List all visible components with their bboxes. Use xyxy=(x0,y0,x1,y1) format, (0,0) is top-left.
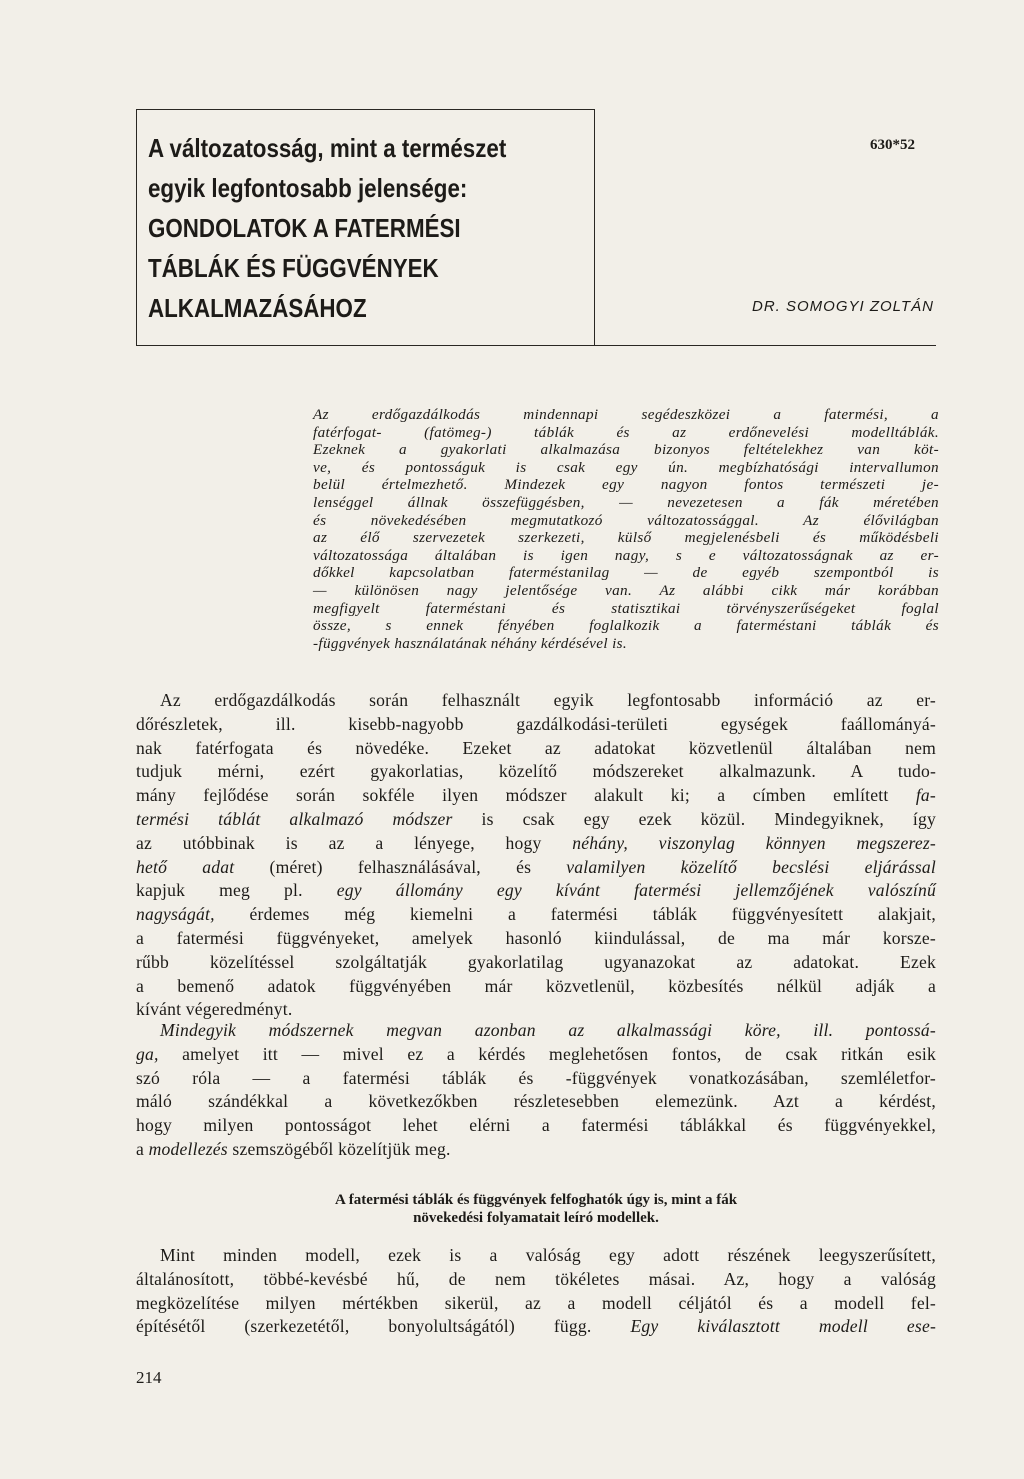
body-line: nagyságát, érdemes még kiemelni a fatermési táblák függvényesített alakjait, xyxy=(136,904,936,925)
header-rule-top xyxy=(136,109,594,110)
abstract-line: ve, és pontosságuk is csak egy ún. megbízhatósági intervallumon xyxy=(313,458,939,476)
body-line: Mindegyik módszernek megvan azonban az alkalmassági köre, ill. pontossá- xyxy=(160,1020,936,1040)
body-line: rűbb közelítéssel szolgáltatják gyakorlatilag ugyanazokat az adatokat. Ezek xyxy=(136,951,936,972)
header-rule-bottom xyxy=(136,345,936,346)
body-line: szó róla — a fatermési táblák és -függvények vonatkozásában, szemléletfor- xyxy=(136,1067,936,1088)
subheading-line: A fatermési táblák és függvények felfoghatók úgy is, mint a fák xyxy=(334,1192,738,1208)
body-line: tudjuk mérni, ezért gyakorlatias, közelítő módszereket alkalmazunk. A tudo- xyxy=(136,761,936,782)
abstract-line: lenséggel állnak összefüggésben, — nevezetesen a fák méretében xyxy=(313,493,939,511)
body-line: általánosított, többé-kevésbé hű, de nem tökéletes másai. Az, hogy a valóság xyxy=(136,1268,936,1289)
body-line: megközelítése milyen mértékben sikerül, az a modell céljától és a modell fel- xyxy=(136,1292,936,1313)
body-line: hogy milyen pontosságot lehet elérni a fatermési táblákkal és függvényekkel, xyxy=(136,1115,936,1136)
title-line: TÁBLÁK ÉS FÜGGVÉNYEK xyxy=(148,253,439,283)
subheading-line: növekedési folyamatait leíró modellek. xyxy=(413,1210,659,1226)
title-line: A változatosság, mint a természet xyxy=(148,133,507,163)
article-title xyxy=(148,128,526,328)
body-line: az utóbbinak is az a lényege, hogy néhány, viszonylag könnyen megszerez- xyxy=(136,832,936,853)
body-line: nak fatérfogata és növedéke. Ezeket az adatokat közvetlenül általában nem xyxy=(136,737,936,758)
body-line: hető adat (méret) felhasználásával, és valamilyen közelítő becslési eljárással xyxy=(136,856,936,877)
abstract-line: változatossága általában is igen nagy, s e változatosságnak az er- xyxy=(313,546,939,564)
classification-code: 630*52 xyxy=(870,137,915,153)
author-name: DR. SOMOGYI ZOLTÁN xyxy=(752,298,934,315)
abstract-line: megfigyelt faterméstani és statisztikai törvényszerűségeket foglal xyxy=(313,599,939,617)
abstract-line: — különösen nagy jelentősége van. Az alábbi cikk már korábban xyxy=(313,581,939,599)
paragraph-2 xyxy=(136,1019,936,1162)
title-line: GONDOLATOK A FATERMÉSI xyxy=(148,213,461,243)
header-rule-divider xyxy=(594,109,595,345)
abstract-line: Ezeknek a gyakorlati alkalmazása bizonyos feltételekhez van köt- xyxy=(313,441,939,459)
abstract-line: össze, s ennek fényében foglalkozik a faterméstani táblák és xyxy=(313,617,939,635)
body-line: termési táblát alkalmazó módszer is csak egy ezek közül. Mindegyiknek, így xyxy=(136,808,937,829)
title-line: egyik legfontosabb jelensége: xyxy=(148,173,468,203)
body-line: dőrészletek, ill. kisebb-nagyobb gazdálkodási-területi egységek faállományá- xyxy=(136,713,936,734)
page-number: 214 xyxy=(136,1368,162,1387)
section-subheading xyxy=(136,1191,936,1227)
body-line: építésétől (szerkezetétől, bonyolultságától) függ. Egy kiválasztott modell ese- xyxy=(136,1316,937,1337)
title-line: ALKALMAZÁSÁHOZ xyxy=(148,293,367,323)
abstract xyxy=(313,406,939,652)
abstract-line: fatérfogat- (fatömeg-) táblák és az erdőnevelési modelltáblák. xyxy=(313,423,939,441)
body-line: a bemenő adatok függvényében már közvetlenül, közbesítés nélkül adják a xyxy=(136,975,936,996)
paragraph-3 xyxy=(136,1244,936,1339)
paragraph-1 xyxy=(136,689,936,1022)
body-line: a fatermési függvényeket, amelyek hasonló kiindulással, de ma már korsze- xyxy=(136,927,936,948)
abstract-line: és növekedésében megmutatkozó változatossággal. Az élővilágban xyxy=(313,511,939,529)
body-line: Az erdőgazdálkodás során felhasznált egyik legfontosabb információ az er- xyxy=(160,690,936,710)
body-line: kapjuk meg pl. egy állomány egy kívánt fatermési jellemzőjének valószínű xyxy=(136,880,936,901)
body-line: a modellezés szemszögéből közelítjük meg. xyxy=(136,1138,451,1159)
body-line: máló szándékkal a következőkben részletesebben elemezünk. Azt a kérdést, xyxy=(136,1091,936,1112)
abstract-line: dőkkel kapcsolatban faterméstanilag — de egyéb szempontból is xyxy=(313,564,939,582)
body-line: kívánt végeredményt. xyxy=(136,999,293,1020)
header-rule-left xyxy=(136,109,137,345)
body-line: ga, amelyet itt — mivel ez a kérdés meglehetősen fontos, de csak ritkán esik xyxy=(136,1043,936,1064)
abstract-line: Az erdőgazdálkodás mindennapi segédeszközei a fatermési, a xyxy=(313,406,939,423)
abstract-line: -függvények használatának néhány kérdésével is. xyxy=(313,634,628,652)
body-line: Mint minden modell, ezek is a valóság egy adott részének leegyszerűsített, xyxy=(160,1245,936,1265)
abstract-line: belül értelmezhető. Mindezek egy nagyon fontos természeti je- xyxy=(313,476,939,494)
abstract-line: az élő szervezetek szerkezeti, külső megjelenésbeli és működésbeli xyxy=(313,529,939,547)
body-line: mány fejlődése során sokféle ilyen módszer alakult ki; a címben említett fa- xyxy=(136,785,936,806)
